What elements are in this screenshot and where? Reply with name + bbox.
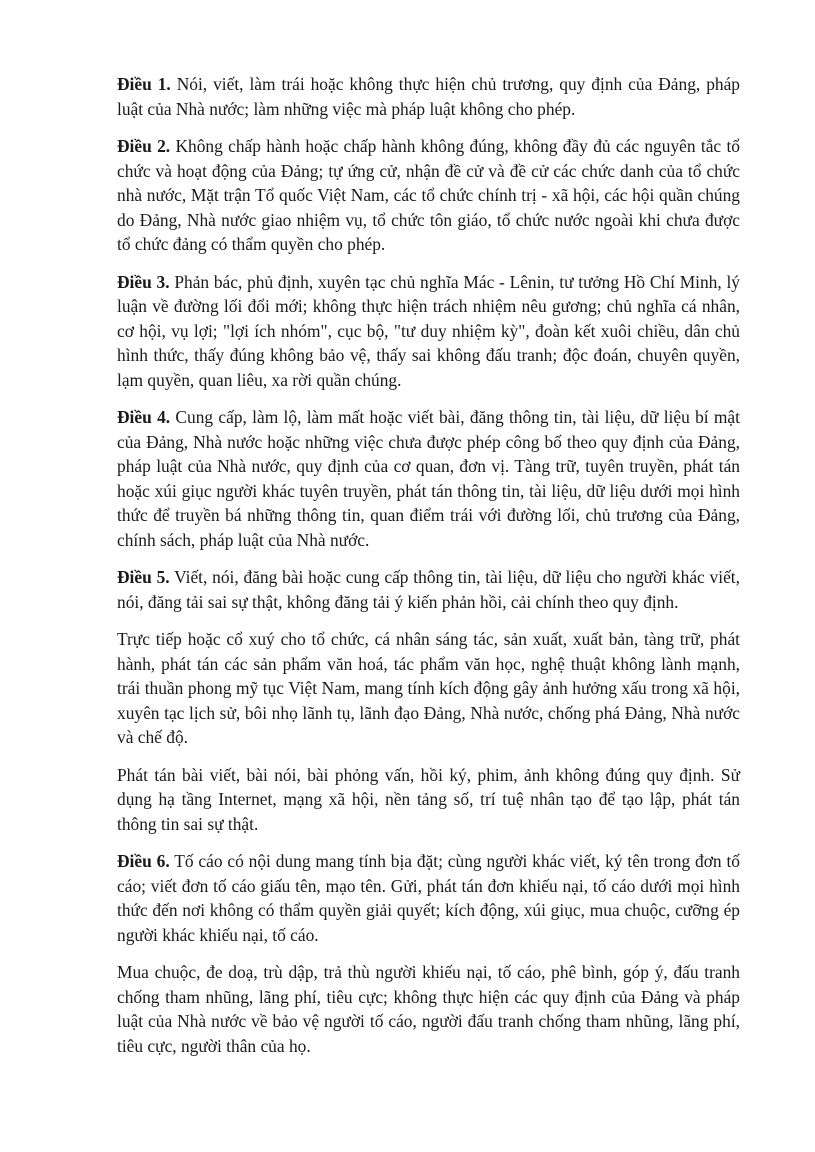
paragraph-dieu-5-cont-1 <box>117 627 740 750</box>
paragraph-text: Cung cấp, làm lộ, làm mất hoặc viết bài, đăng thông tin, tài liệu, dữ liệu bí mật của Đảng, Nhà nước hoặc những việc chưa được phép công bố theo quy định của Đảng, pháp luật của Nhà nước, quy định của cơ quan, đơn vị. Tàng trữ, tuyên truyền, phát tán hoặc xúi giục người khác tuyên truyền, phát tán thông tin, tài liệu, dữ liệu dưới mọi hình thức để truyền bá những thông tin, quan điểm trái với đường lối, chủ trương của Đảng, chính sách, pháp luật của Nhà nước. <box>117 407 740 550</box>
paragraph-text: Nói, viết, làm trái hoặc không thực hiện chủ trương, quy định của Đảng, pháp luật của Nhà nước; làm những việc mà pháp luật không cho phép. <box>117 74 740 119</box>
paragraph-dieu-6-cont-1 <box>117 960 740 1058</box>
document-page <box>117 72 740 1071</box>
paragraph-dieu-6 <box>117 849 740 947</box>
paragraph-dieu-3 <box>117 270 740 393</box>
paragraph-text: Mua chuộc, đe doạ, trù dập, trả thù người khiếu nại, tố cáo, phê bình, góp ý, đấu tranh chống tham nhũng, lãng phí, tiêu cực; không thực hiện các quy định của Đảng và pháp luật của Nhà nước về bảo vệ người tố cáo, người đấu tranh chống tham nhũng, lãng phí, tiêu cực, người thân của họ. <box>117 962 740 1056</box>
paragraph-dieu-5-cont-2 <box>117 763 740 837</box>
paragraph-text: Phản bác, phủ định, xuyên tạc chủ nghĩa Mác - Lênin, tư tưởng Hồ Chí Minh, lý luận về đường lối đổi mới; không thực hiện trách nhiệm nêu gương; chủ nghĩa cá nhân, cơ hội, vụ lợi; "lợi ích nhóm", cục bộ, "tư duy nhiệm kỳ", đoàn kết xuôi chiều, dân chủ hình thức, thấy đúng không bảo vệ, thấy sai không đấu tranh; độc đoán, chuyên quyền, lạm quyền, quan liêu, xa rời quần chúng. <box>117 271 740 390</box>
paragraph-text: Phát tán bài viết, bài nói, bài phỏng vấn, hồi ký, phim, ảnh không đúng quy định. Sử dụng hạ tầng Internet, mạng xã hội, nền tảng số, trí tuệ nhân tạo để tạo lập, phát tán thông tin sai sự thật. <box>117 764 740 834</box>
paragraph-text: Tố cáo có nội dung mang tính bịa đặt; cùng người khác viết, ký tên trong đơn tố cáo; viết đơn tố cáo giấu tên, mạo tên. Gửi, phát tán đơn khiếu nại, tố cáo dưới mọi hình thức đến nơi không có thẩm quyền giải quyết; kích động, xúi giục, mua chuộc, cưỡng ép người khác khiếu nại, tố cáo. <box>117 851 740 945</box>
article-heading: Điều 5. <box>117 567 170 587</box>
article-heading: Điều 2. <box>117 136 171 156</box>
paragraph-text: Không chấp hành hoặc chấp hành không đúng, không đầy đủ các nguyên tắc tổ chức và hoạt động của Đảng; tự ứng cử, nhận đề cử và đề cử các chức danh của tổ chức nhà nước, Mặt trận Tổ quốc Việt Nam, các tổ chức chính trị - xã hội, các hội quần chúng do Đảng, Nhà nước giao nhiệm vụ, tổ chức tôn giáo, tổ chức nước ngoài khi chưa được tổ chức đảng có thẩm quyền cho phép. <box>117 136 740 254</box>
article-heading: Điều 6. <box>117 851 170 871</box>
article-heading: Điều 3. <box>117 271 170 292</box>
paragraph-dieu-5 <box>117 565 740 614</box>
paragraph-dieu-2 <box>117 134 740 257</box>
article-heading: Điều 4. <box>117 407 171 427</box>
paragraph-dieu-4 <box>117 405 740 552</box>
article-heading: Điều 1. <box>117 74 171 94</box>
paragraph-text: Viết, nói, đăng bài hoặc cung cấp thông tin, tài liệu, dữ liệu cho người khác viết, nói, đăng tải sai sự thật, không đăng tải ý kiến phản hồi, cải chính theo quy định. <box>117 567 740 612</box>
paragraph-dieu-1 <box>117 72 740 121</box>
paragraph-text: Trực tiếp hoặc cổ xuý cho tổ chức, cá nhân sáng tác, sản xuất, xuất bản, tàng trữ, phát hành, phát tán các sản phẩm văn hoá, tác phẩm văn học, nghệ thuật không lành mạnh, trái thuần phong mỹ tục Việt Nam, mang tính kích động gây ảnh hưởng xấu trong xã hội, xuyên tạc lịch sử, bôi nhọ lãnh tụ, lãnh đạo Đảng, Nhà nước, chống phá Đảng, Nhà nước và chế độ. <box>117 629 740 747</box>
